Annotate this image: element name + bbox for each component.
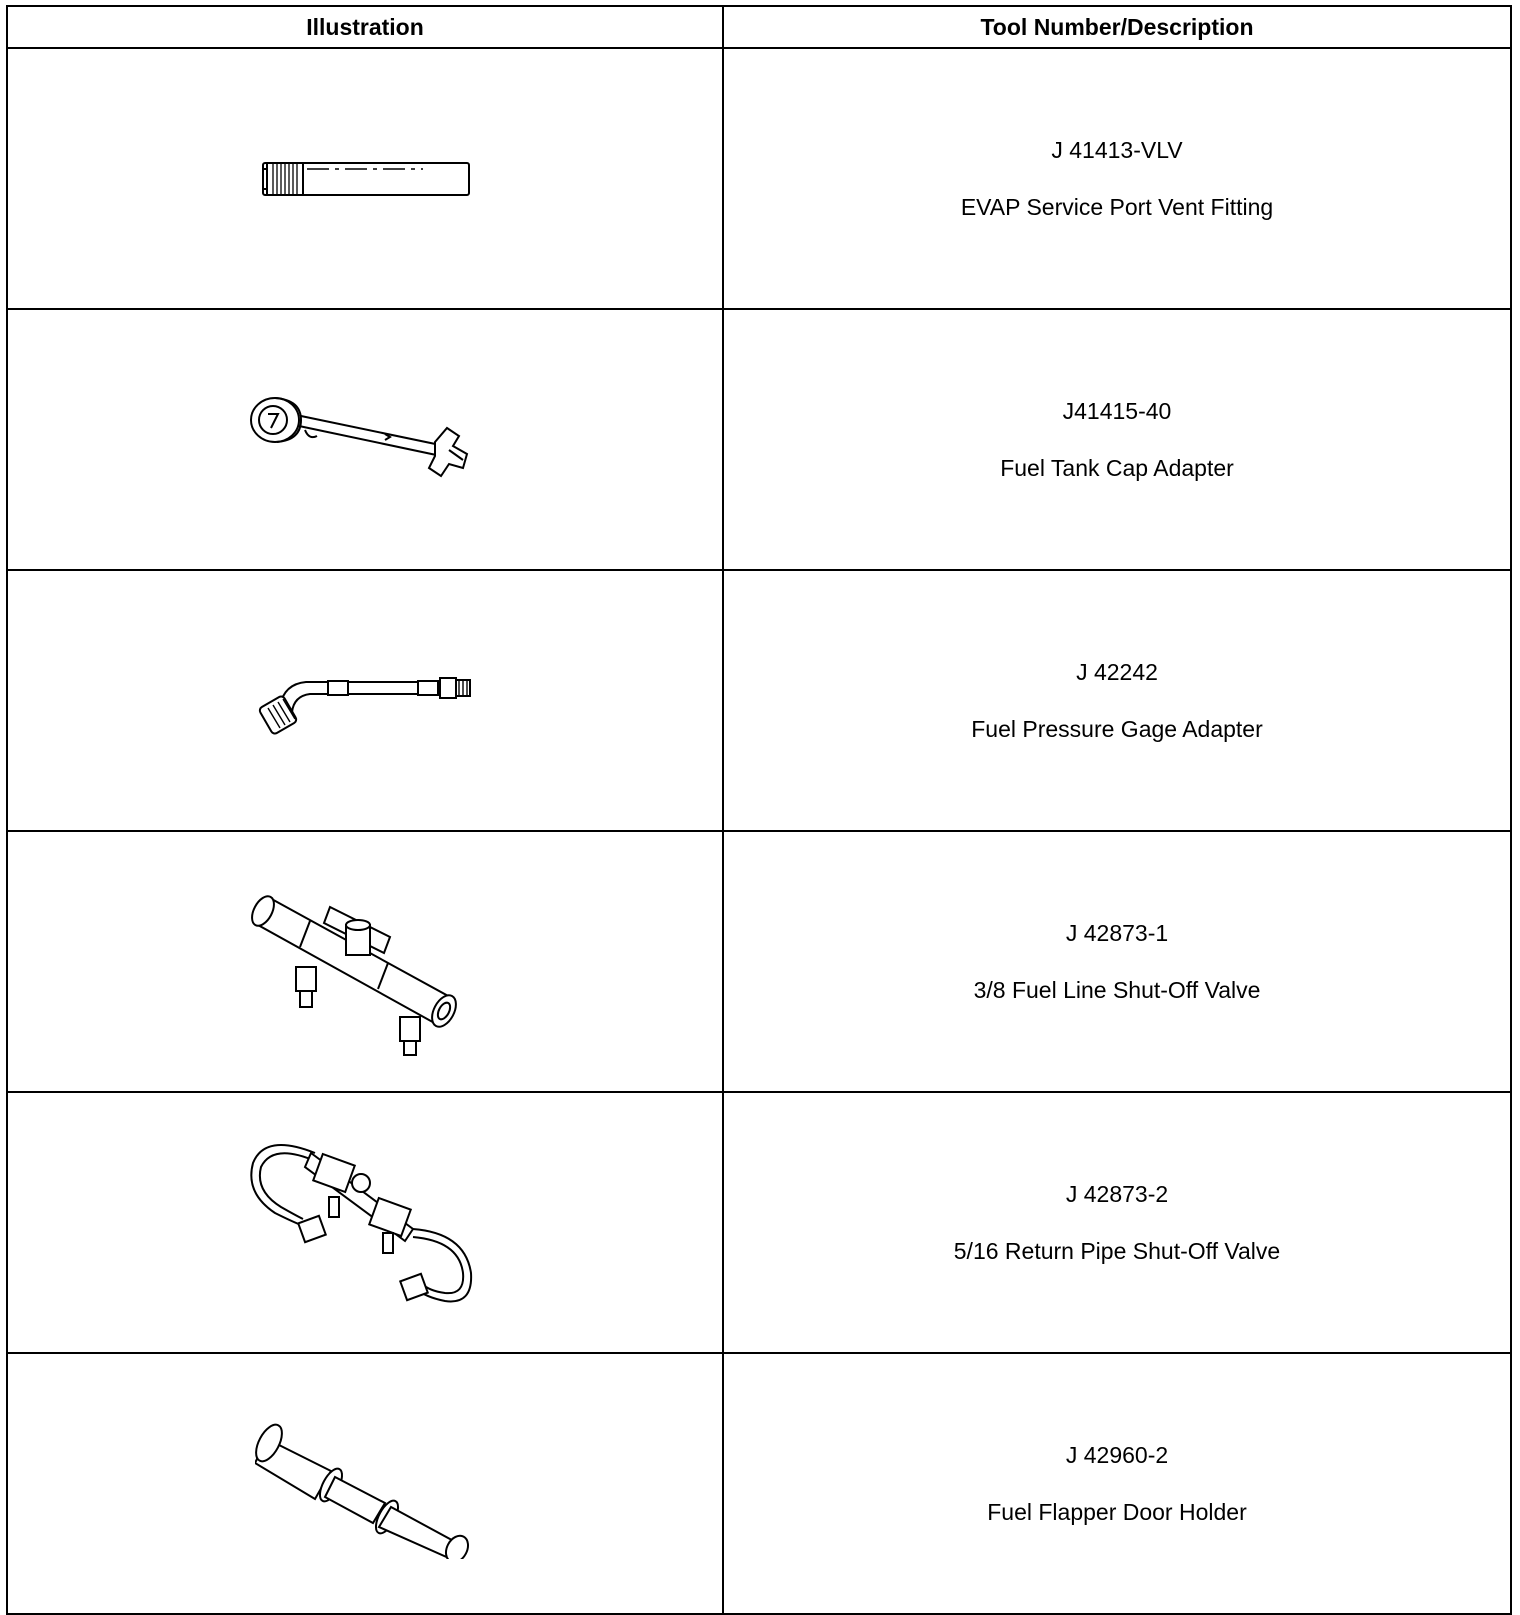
tool-cell	[723, 1353, 1511, 1614]
table-row	[7, 831, 1511, 1092]
table-row	[7, 48, 1511, 309]
tool-number: J 42873-1	[1065, 919, 1169, 946]
tool-cell	[723, 309, 1511, 570]
illustration-cell	[7, 570, 723, 831]
tool-description: Fuel Tank Cap Adapter	[1000, 454, 1234, 481]
tool-number: J 42242	[1076, 658, 1158, 685]
tool-table	[6, 5, 1512, 1615]
door-holder-icon	[255, 1409, 475, 1559]
tool-cell	[723, 48, 1511, 309]
header-illustration: Illustration	[7, 6, 723, 48]
tool-description: 3/8 Fuel Line Shut-Off Valve	[973, 976, 1261, 1003]
header-tool: Tool Number/Description	[723, 6, 1511, 48]
illustration-cell	[7, 309, 723, 570]
table-row	[7, 1092, 1511, 1353]
illustration-cell	[7, 48, 723, 309]
tool-cell	[723, 1092, 1511, 1353]
shutoff-valve-icon	[250, 867, 480, 1057]
tool-description: EVAP Service Port Vent Fitting	[960, 193, 1274, 220]
tool-description: Fuel Pressure Gage Adapter	[971, 715, 1263, 742]
header-row	[7, 6, 1511, 48]
return-valve-icon	[245, 1133, 485, 1313]
cap-adapter-icon	[235, 390, 495, 490]
tool-cell	[723, 831, 1511, 1092]
illustration-cell	[7, 1092, 723, 1353]
table-row	[7, 1353, 1511, 1614]
tool-number: J41415-40	[1062, 397, 1172, 424]
gage-adapter-icon	[240, 666, 490, 736]
tool-description: Fuel Flapper Door Holder	[987, 1498, 1247, 1525]
tool-number: J 41413-VLV	[1051, 136, 1183, 163]
table-row	[7, 309, 1511, 570]
tool-number: J 42873-2	[1065, 1180, 1169, 1207]
tool-number: J 42960-2	[1065, 1441, 1169, 1468]
illustration-cell	[7, 831, 723, 1092]
vent-fitting-icon	[245, 149, 485, 209]
table-row	[7, 570, 1511, 831]
tool-cell	[723, 570, 1511, 831]
tool-description: 5/16 Return Pipe Shut-Off Valve	[953, 1237, 1281, 1264]
illustration-cell	[7, 1353, 723, 1614]
